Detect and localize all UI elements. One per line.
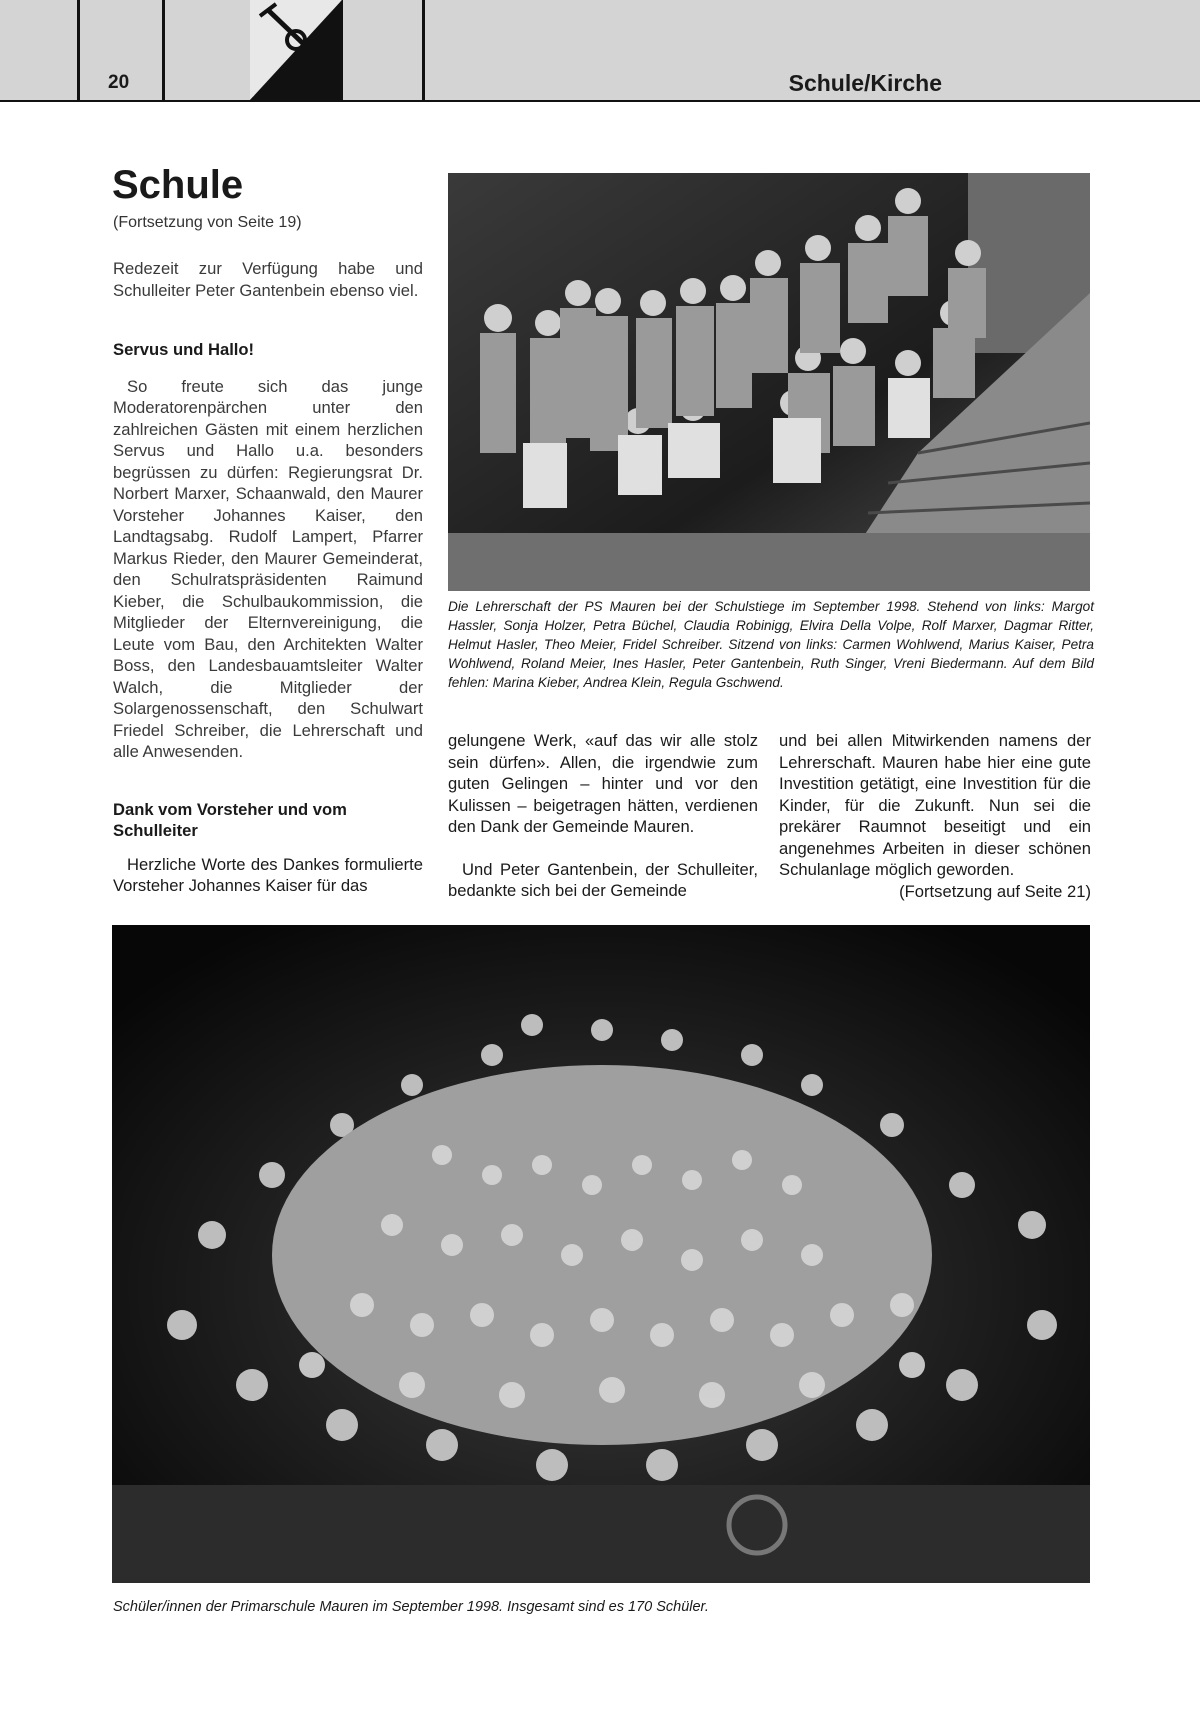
intro-paragraph: Redezeit zur Verfügung habe und Schulleiter Peter Gantenbein ebenso viel. — [113, 259, 423, 300]
teachers-photo-caption: Die Lehrerschaft der PS Mauren bei der Schulstiege im September 1998. Stehend von links: Margot Hassler, Sonja Holzer, Petra Büchel, Claudia Robinigg, Elvira Della Volpe, Rolf Marxer, Dagmar Ritter, Helmut Hasler, Theo Meier, Fridel Schreiber. Sitzend von links: Carmen Wohlwend, Marius Kaiser, Petra Wohlwend, Roland Meier, Ines Hasler, Peter Gantenbein, Ruth Singer, Vreni Biedermann. Auf dem Bild fehlen: Marina Kieber, Andrea Klein, Regula Gschwend. — [448, 599, 1094, 690]
paragraph-dank: Herzliche Worte des Dankes formulierte Vorsteher Johannes Kaiser für das — [113, 854, 423, 895]
paragraph-greetings: So freute sich das junge Moderatorenpärchen unter den zahlreichen Gästen mit einem herzlichen Servus und Hallo u.a. besonders begrüssen zu dürfen: Regierungsrat Dr. Norbert Marxer, Schaanwald, den Maurer Vorsteher Johannes Kaiser, den Landtagsabg. Rudolf Lampert, Pfarrer Markus Rieder, den Maurer Gemeinderat, den Schulratspräsidenten Raimund Kieber, die Schulbaukommission, die Mitglieder der Elternvereinigung, die Leute vom Bau, den Architekten Walter Boss, den Landesbauamtsleiter Walter Walch, die Mitglieder der Solargenossenschaft, den Schulwart Friedel Schreiber, die Lehrerschaft und alle Anwesenden. — [113, 376, 423, 761]
continued-from-note: (Fortsetzung von Seite 19) — [113, 214, 302, 231]
continued-to-note: (Fortsetzung auf Seite 21) — [899, 881, 1091, 901]
page-header — [0, 0, 1200, 102]
paragraph-col2-1: gelungene Werk, «auf das wir alle stolz sein dürfen». Allen, die irgendwie zum guten Gelingen – hinter und vor den Kulissen – beigetragen hätten, verdienen den Dank der Gemeinde Mauren. — [448, 731, 758, 836]
section-title: Schule/Kirche — [788, 70, 942, 96]
header-rule — [77, 0, 80, 100]
subheading-servus: Servus und Hallo! — [113, 340, 255, 359]
students-photo-caption: Schüler/innen der Primarschule Mauren im September 1998. Insgesamt sind es 170 Schüler. — [113, 1599, 709, 1615]
paragraph-col2-2: Und Peter Gantenbein, der Schulleiter, bedankte sich bei der Gemeinde — [448, 859, 758, 900]
header-rule — [422, 0, 425, 100]
students-photo — [112, 925, 1090, 1583]
article-column-2 — [448, 730, 758, 902]
coat-of-arms-emblem — [250, 0, 342, 100]
article-title: Schule — [112, 163, 244, 207]
article-column-1 — [113, 258, 423, 897]
article-column-3 — [779, 730, 1091, 902]
paragraph-col3-1: und bei allen Mitwirkenden namens der Lehrerschaft. Mauren habe hier eine gute Investition getätigt, eine Investition für die Kinder, für die Zukunft. Nun sei die prekärer Raumnot beseitigt und ein angenehmes Arbeiten in dieser schönen Schulanlage möglich geworden. — [779, 731, 1091, 879]
page-number: 20 — [108, 72, 130, 93]
subheading-dank: Dank vom Vorsteher und vom Schulleiter — [113, 799, 347, 840]
header-rule — [162, 0, 165, 100]
teachers-photo — [448, 173, 1090, 591]
